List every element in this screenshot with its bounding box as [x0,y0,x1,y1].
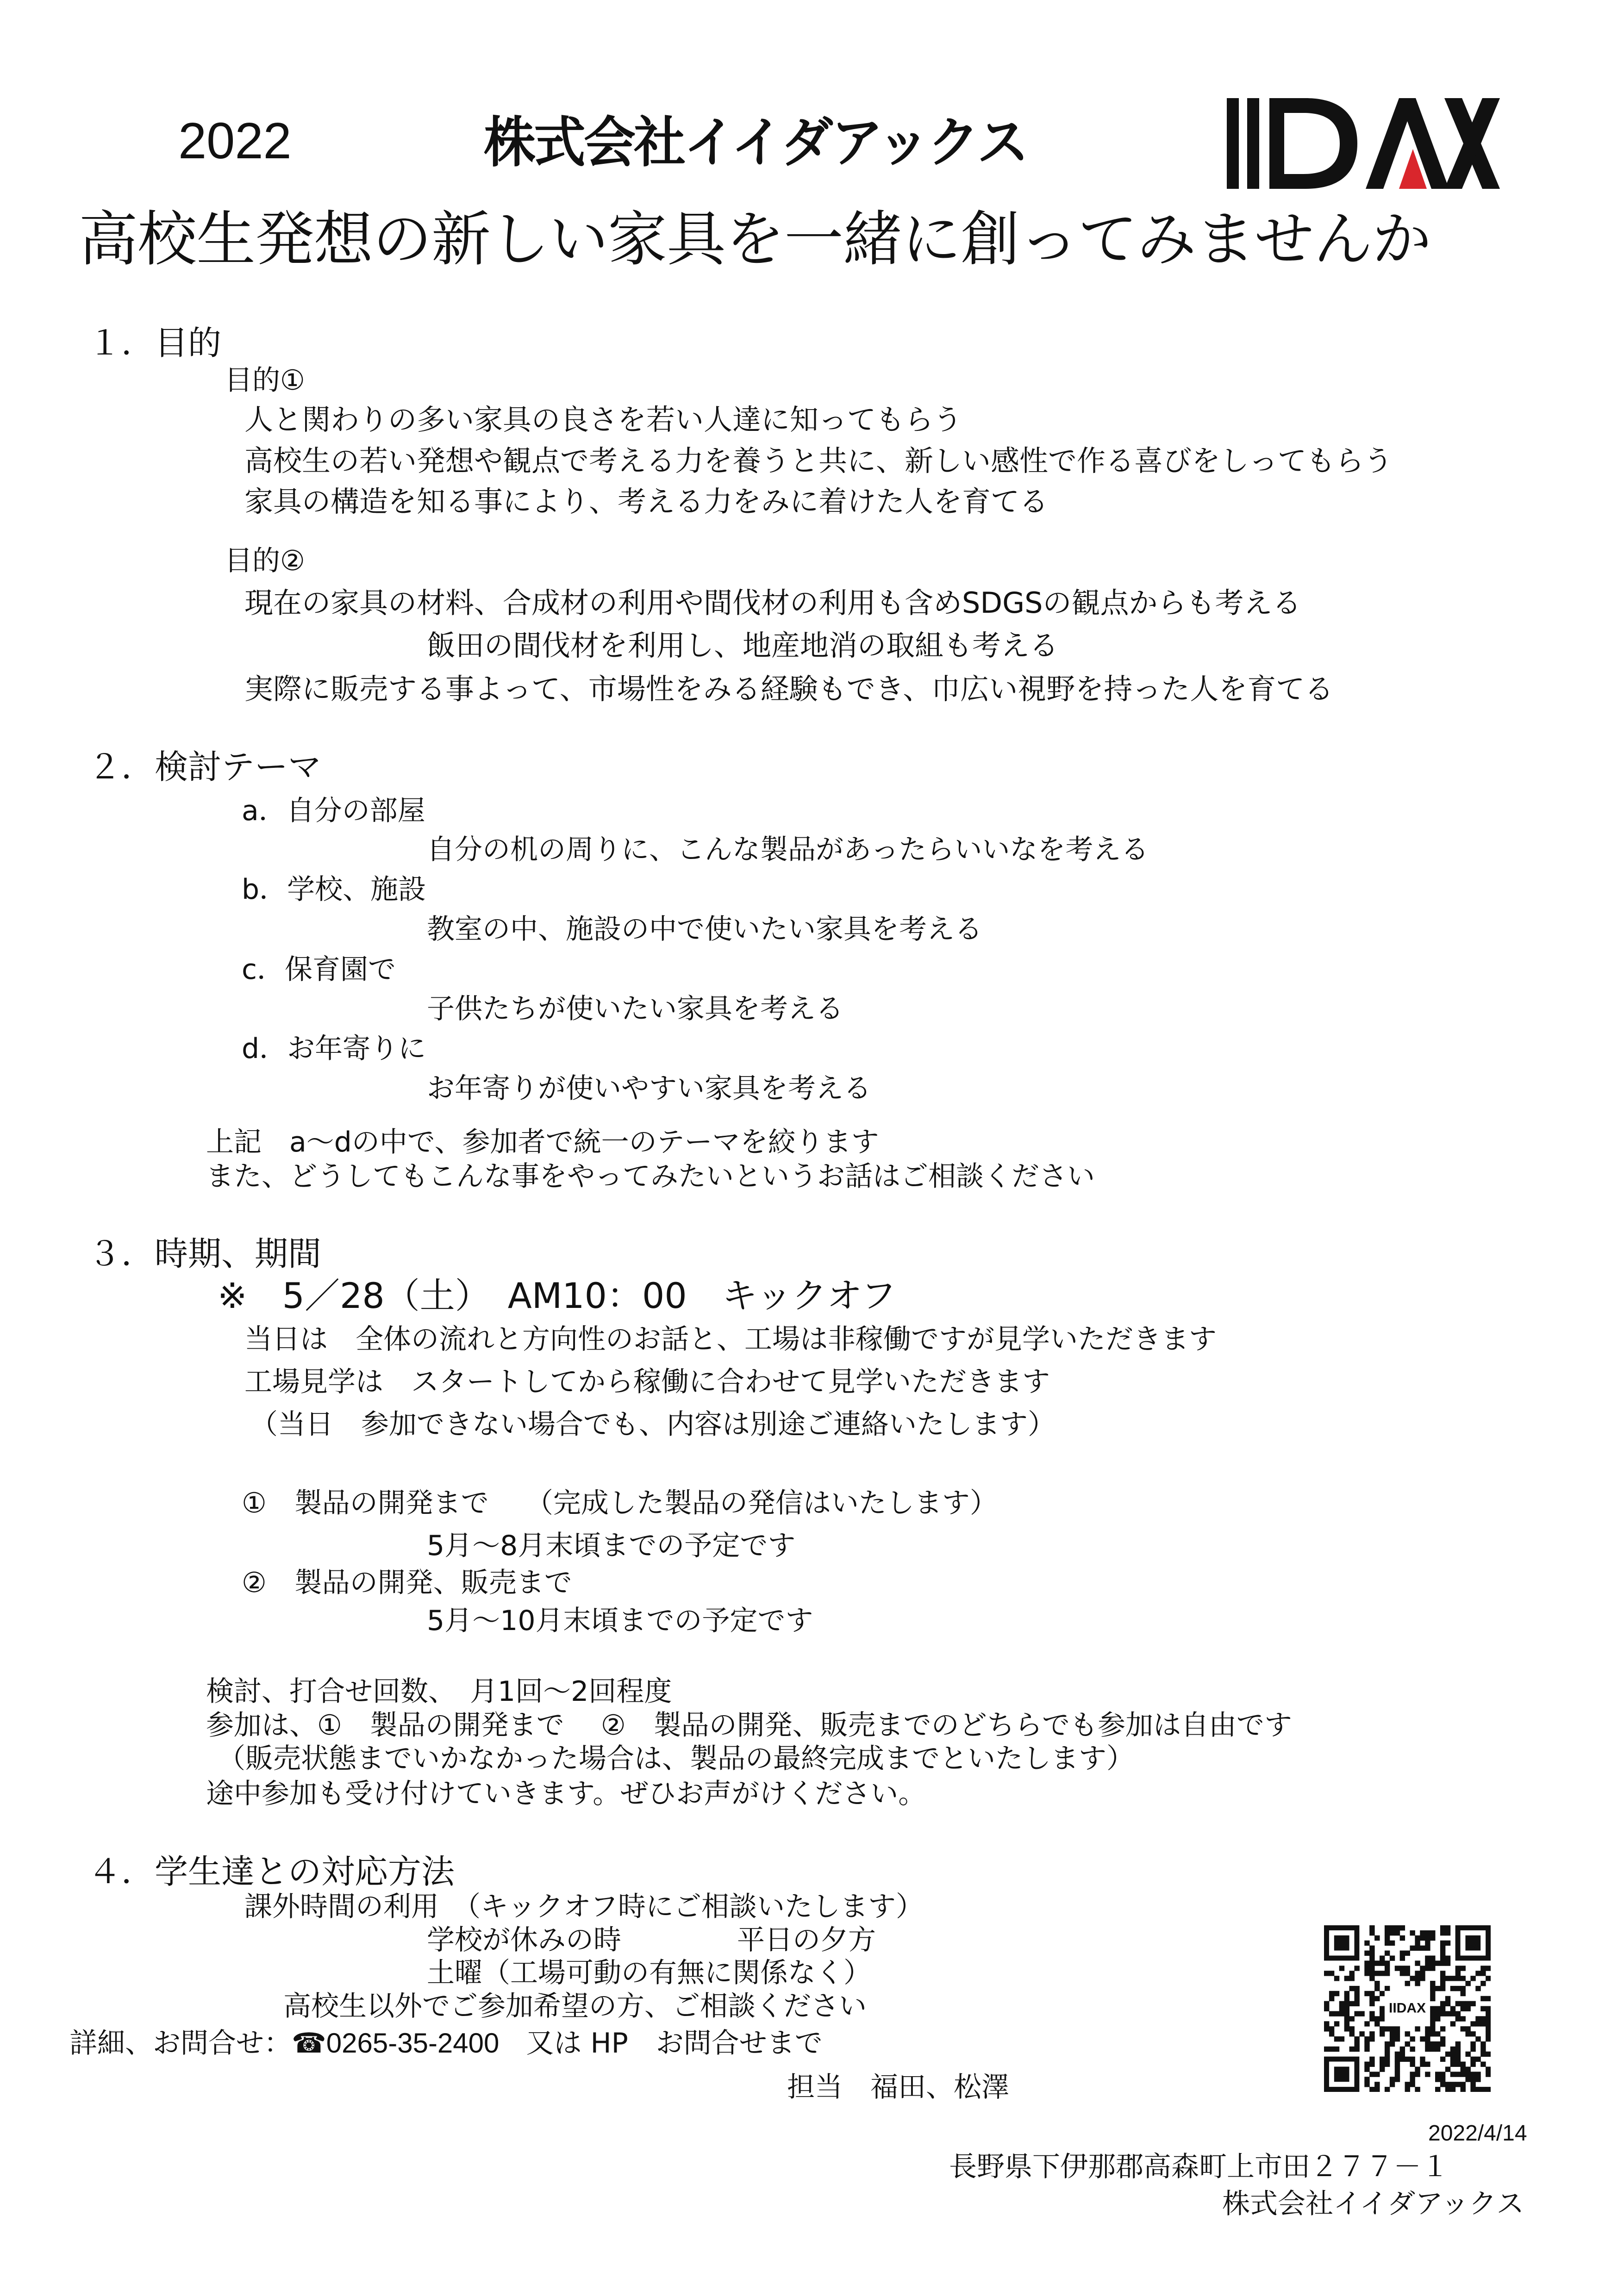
company-address: 長野県下伊那郡高森町上市田２７７－１ [949,2151,1449,2183]
phone-number: 0265-35-2400 [326,2028,500,2059]
theme-desc: 教室の中、施設の中で使いたい家具を考える [427,913,982,946]
kickoff-detail: 当日は 全体の流れと方向性のお話と、工場は非稼働ですが見学いただきます [244,1323,1217,1356]
weekday-evening: 平日の夕方 [737,1924,876,1956]
year: 2022 [178,112,292,169]
purpose-2-label: 目的② [225,545,305,577]
schedule-note: （販売状態までいかなかった場合は、製品の最終完成までといたします） [218,1742,1134,1775]
qr-inner-logo: IIDAX [1388,2000,1426,2016]
theme-label: b．学校、施設 [242,873,426,906]
others-line: 高校生以外でご参加希望の方、ご相談ください [283,1990,867,2022]
schedule-note: 途中参加も受け付けていきます。ぜひお声がけください。 [206,1778,926,1810]
extracurricular-line: 課外時間の利用 （キックオフ時にご相談いたします） [244,1891,924,1923]
section-3-heading: ３．時期、期間 [88,1234,322,1273]
kickoff-line: ※ 5／28（土） AM10：00 キックオフ [218,1275,896,1316]
schedule-note: 検討、打合せ回数、 月1回～2回程度 [206,1675,672,1708]
purpose-2-line: 実際に販売する事よって、市場性をみる経験もでき、巾広い視野を持った人を育てる [244,672,1334,706]
issue-date: 2022/4/14 [1428,2121,1527,2146]
section-1-heading: １．目的 [88,324,222,362]
plan-label: ① 製品の開発まで （完成した製品の発信はいたします） [242,1487,998,1519]
section-2-heading: ２．検討テーマ [88,747,322,786]
purpose-2-line: 現在の家具の材料、合成材の利用や間伐材の利用も含めSDGSの観点からも考える [244,586,1301,620]
theme-label: d．お年寄りに [242,1033,426,1065]
theme-label: c．保育園で [242,953,396,986]
purpose-1-line: 人と関わりの多い家具の良さを若い人達に知ってもらう [244,403,962,436]
theme-label: a．自分の部屋 [242,795,425,827]
plan-period: 5月～10月末頃までの予定です [427,1605,813,1637]
theme-desc: 自分の机の周りに、こんな製品があったらいいなを考える [427,834,1149,866]
kickoff-detail: （当日 参加できない場合でも、内容は別途ご連絡いたします） [250,1408,1056,1441]
purpose-2-line: 飯田の間伐材を利用し、地産地消の取組も考える [427,628,1059,662]
contact-prefix: 詳細、お問合せ： [69,2027,292,2060]
section-4-heading: ４．学生達との対応方法 [88,1852,455,1891]
contact-suffix: 又は HP お問合せまで [526,2027,823,2060]
theme-desc: お年寄りが使いやすい家具を考える [427,1072,871,1105]
iidax-logo [1227,98,1500,191]
plan-period: 5月～8月末頃までの予定です [427,1530,796,1562]
contact-line [69,2027,823,2060]
qr-code-icon[interactable] [1324,1925,1491,2092]
phone-icon: ☎ [292,2027,326,2060]
schedule-note: 参加は、① 製品の開発まで ② 製品の開発、販売までのどちらでも参加は自由です [206,1709,1293,1742]
theme-desc: 子供たちが使いたい家具を考える [427,993,843,1025]
plan-label: ② 製品の開発、販売まで [242,1567,572,1599]
contact-person: 担当 福田、松澤 [787,2071,1009,2103]
theme-note: また、どうしてもこんな事をやってみたいというお話はご相談ください [206,1160,1095,1193]
page-title: 高校生発想の新しい家具を一緒に創ってみませんか [79,205,1431,274]
company-name: 株式会社イイダアックス [1222,2188,1524,2220]
purpose-1-line: 高校生の若い発想や観点で考える力を養うと共に、新しい感性で作る喜びをしってもらう [244,444,1393,478]
theme-note: 上記 a～dの中で、参加者で統一のテーマを絞ります [206,1126,879,1158]
holiday-label: 学校が休みの時 [427,1924,621,1956]
purpose-1-label: 目的① [225,364,305,397]
kickoff-detail: 工場見学は スタートしてから稼働に合わせて見学いただきます [244,1366,1050,1398]
company-logotype: 株式会社イイダアックス [484,111,1027,175]
purpose-1-line: 家具の構造を知る事により、考える力をみに着けた人を育てる [244,485,1049,518]
saturday-line: 土曜（工場可動の有無に関係なく） [427,1957,871,1989]
